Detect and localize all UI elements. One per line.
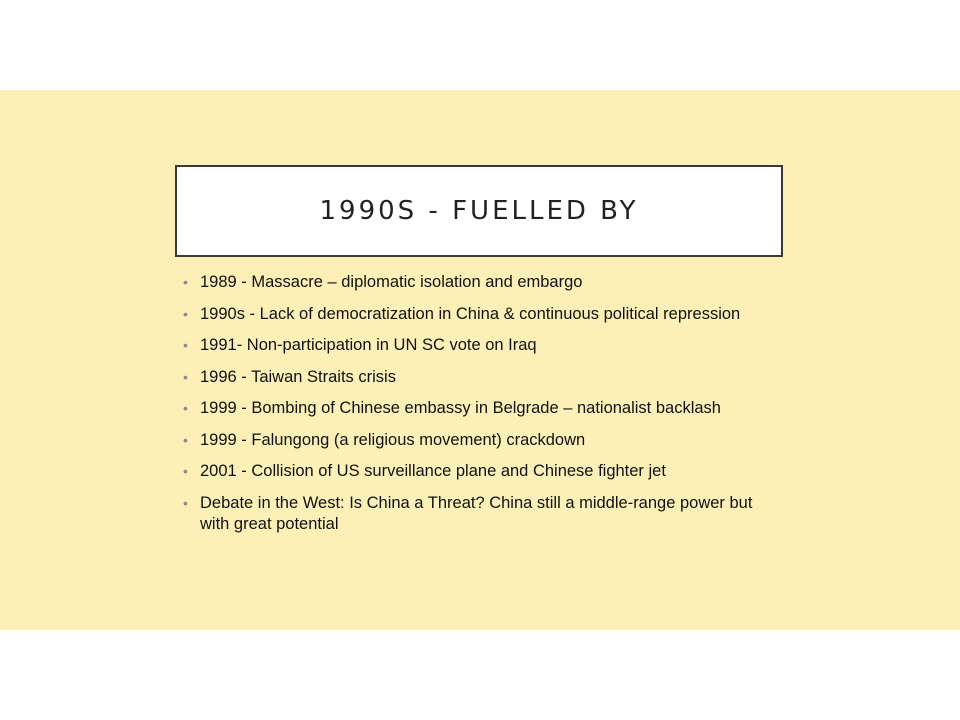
bullet-dot-icon: • — [183, 463, 188, 479]
bullet-text: 1991- Non-participation in UN SC vote on Iraq — [200, 336, 537, 354]
bullet-text: 1996 - Taiwan Straits crisis — [200, 367, 396, 386]
bullet-list — [183, 272, 783, 545]
bullet-item — [183, 304, 783, 325]
bullet-item — [183, 367, 783, 388]
bullet-text: 1999 - Bombing of Chinese embassy in Belgrade – nationalist backlash — [200, 399, 721, 417]
bullet-dot-icon: • — [183, 494, 188, 511]
bullet-text: 2001 - Collision of US surveillance plane and Chinese fighter jet — [200, 462, 666, 480]
title-box — [175, 165, 783, 257]
bullet-item — [183, 461, 783, 482]
bullet-text: Debate in the West: Is China a Threat? China still a middle-range power but with great potential — [200, 493, 753, 533]
bullet-dot-icon: • — [183, 274, 188, 290]
bullet-item — [183, 430, 783, 451]
bullet-dot-icon: • — [183, 305, 188, 322]
bullet-text: 1999 - Falungong (a religious movement) crackdown — [200, 430, 586, 449]
bullet-item — [183, 335, 783, 356]
bullet-item — [183, 493, 783, 535]
bullet-item — [183, 272, 783, 293]
bullet-dot-icon: • — [183, 431, 188, 448]
bullet-dot-icon: • — [183, 368, 188, 385]
bullet-text: 1990s - Lack of democratization in China & continuous political repression — [200, 304, 741, 323]
bullet-dot-icon: • — [183, 400, 188, 416]
slide-title: 1990S - FUELLED BY — [319, 196, 639, 226]
bullet-dot-icon: • — [183, 337, 188, 353]
bullet-item — [183, 398, 783, 419]
bullet-text: 1989 - Massacre – diplomatic isolation and embargo — [200, 273, 583, 291]
